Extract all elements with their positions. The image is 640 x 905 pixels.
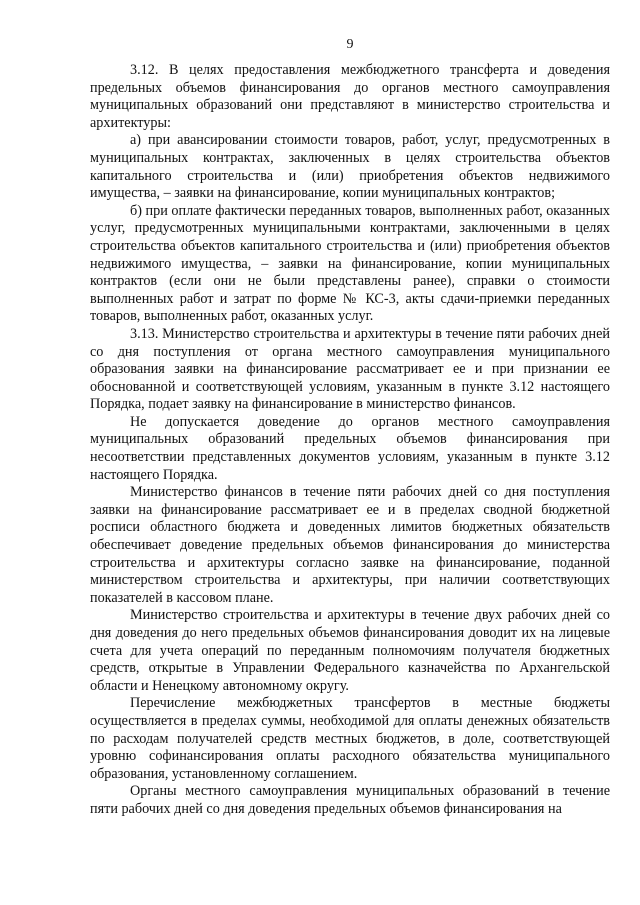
paragraph-ministry-finance: Министерство финансов в течение пяти рабочих дней со дня поступления заявки на финансирование рассматривает ее и в пределах сводной бюджетной росписи областного бюджета и доведенных лимитов бюджетных обязательств обеспечивает доведение предельных объемов финансирования до министерства строительства и архитектуры согласно заявке на финансирование, поданной министерством строительства и архитектуры, при наличии соответствующих показателей в кассовом плане.	[90, 484, 610, 606]
paragraph-3-12: 3.12. В целях предоставления межбюджетного трансферта и доведения предельных объемов финансирования до органов местного самоуправления муниципальных образований они представляют в министерство строительства и архитектуры:	[90, 62, 610, 131]
paragraph-ministry-construction: Министерство строительства и архитектуры в течение двух рабочих дней со дня доведения до него предельных объемов финансирования доводит их на лицевые счета для учета операций по переданным полномочиям получателя бюджетных средств, открытые в Управлении Федерального казначейства по Архангельской области и Ненецкому автономному округу.	[90, 607, 610, 694]
paragraph-local-government: Органы местного самоуправления муниципальных образований в течение пяти рабочих дней со дня доведения предельных объемов финансирования на	[90, 783, 610, 817]
paragraph-not-allowed: Не допускается доведение до органов местного самоуправления муниципальных образований предельных объемов финансирования при несоответствии представленных документов условиям, указанным в пункте 3.12 настоящего Порядка.	[90, 413, 610, 483]
page-number: 9	[346, 37, 354, 52]
paragraph-3-12-a: а) при авансировании стоимости товаров, работ, услуг, предусмотренных в муниципальных контрактах, заключенных в целях строительства объектов капитального строительства и (или) приобретения объектов недвижимого имущества, – заявки на финансирование, копии муниципальных контрактов;	[90, 132, 610, 202]
paragraph-transfers: Перечисление межбюджетных трансфертов в местные бюджеты осуществляется в пределах суммы, необходимой для оплаты денежных обязательств по расходам получателей средств местных бюджетов, в доле, соответствующей уровню софинансирования оплаты расходного обязательства муниципального образования, установленному соглашением.	[90, 695, 610, 782]
paragraph-3-13: 3.13. Министерство строительства и архитектуры в течение пяти рабочих дней со дня поступления от органа местного самоуправления муниципального образования заявки на финансирование рассматривает ее и при признании ее обоснованной и соответствующей условиям, указанным в пункте 3.12 настоящего Порядка, подает заявку на финансирование в министерство финансов.	[90, 325, 610, 413]
paragraph-3-12-b: б) при оплате фактически переданных товаров, выполненных работ, оказанных услуг, предусмотренных муниципальными контрактами, заключенными в целях строительства объектов капитального строительства и (или) приобретения объектов недвижимого имущества, – заявки на финансирование, копии муниципальных контрактов (если они не были представлены ранее), справки о стоимости выполненных работ и затрат по форме № КС-3, акты сдачи-приемки переданных товаров, выполненных работ, оказанных услуг.	[90, 202, 610, 325]
